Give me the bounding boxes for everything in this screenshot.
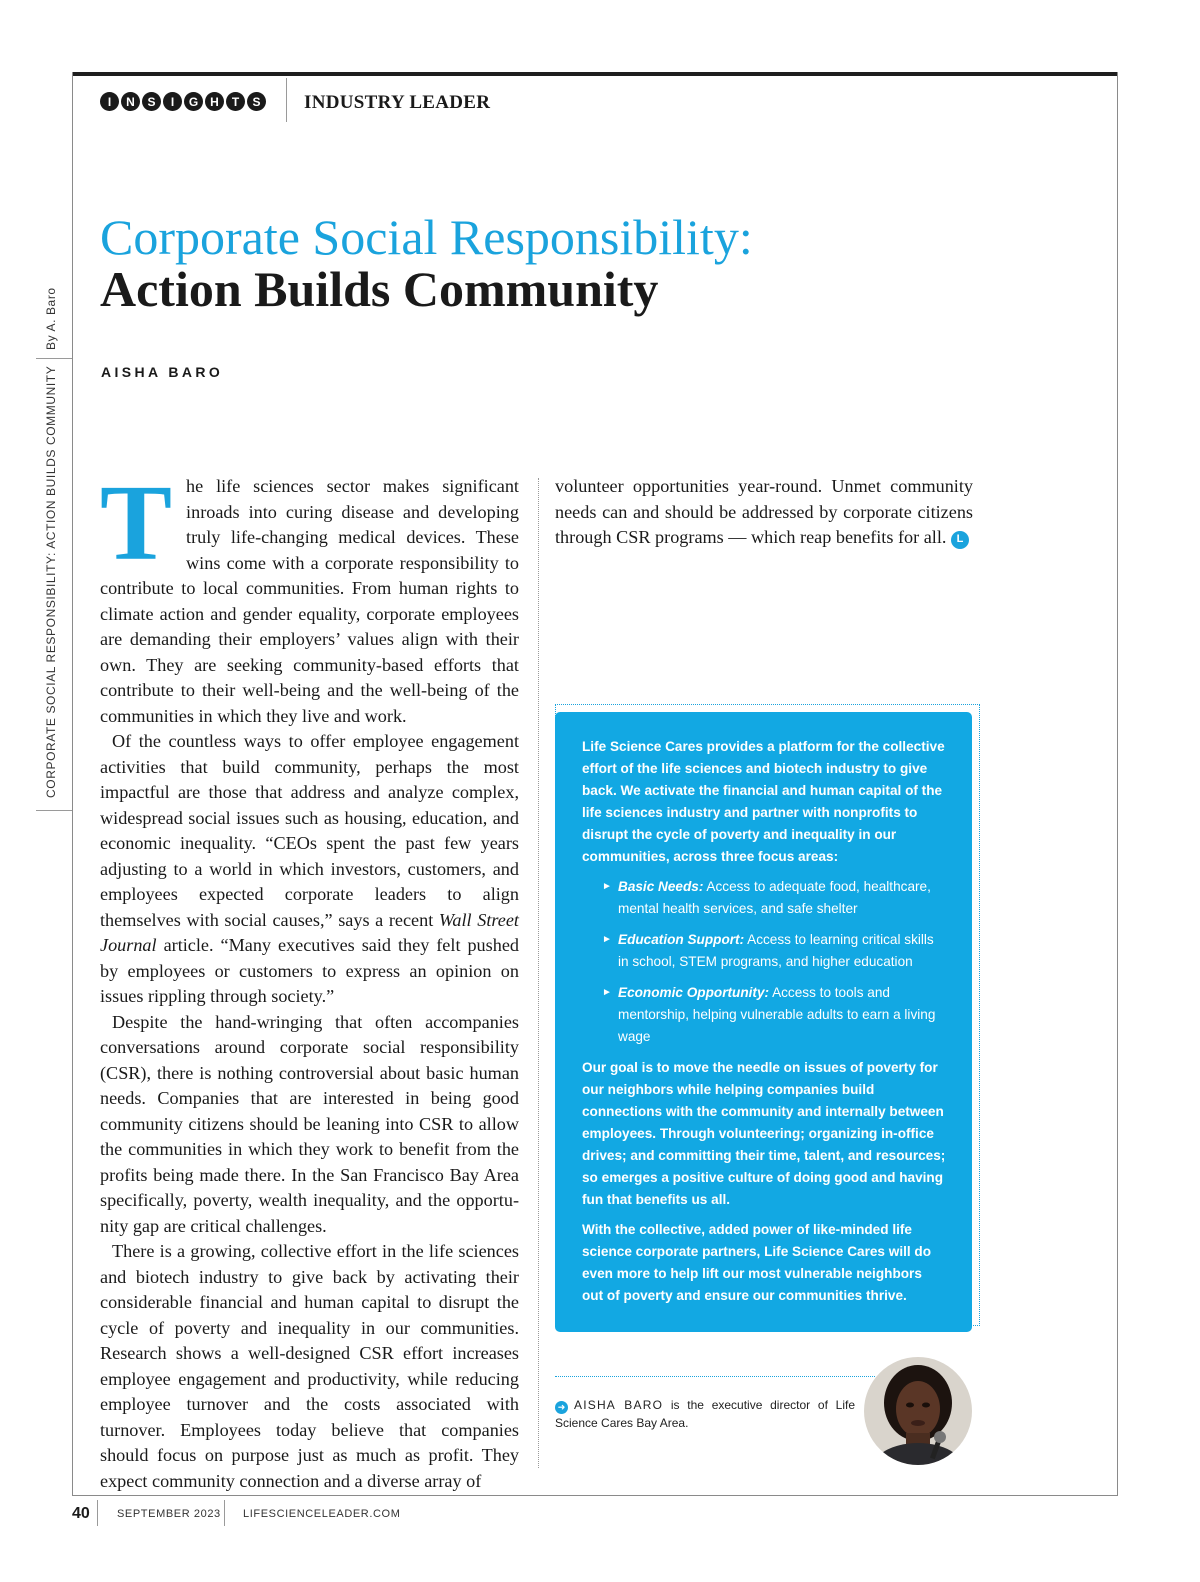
kicker-letter: S xyxy=(142,92,161,111)
page-number: 40 xyxy=(72,1505,90,1522)
paragraph: There is a growing, collective effort in the life sciences and biotech industry to give back by activating their considerable financial and human capital to disrupt the cycle of poverty and inequality in our communities. Research shows a well-designed CSR effort increases employee engagement and productivity, while reducing employee turnover and the costs associated with turnover. Employees today believe that companies should focus on purpose just as much as profit. They expect community connection and a diverse array of xyxy=(100,1241,519,1491)
sidebar-byline: By A. Baro xyxy=(44,287,58,350)
issue-date: SEPTEMBER 2023 xyxy=(117,1508,221,1520)
kicker-letter: N xyxy=(121,92,140,111)
box-goal: Our goal is to move the needle on issues of poverty for our neighbors while helping companies build connections with the community and internally between employees. Through volunteering; organizing in-office drives; and committing their time, talent, and resources; so emerges a positive culture of doing good and having fun that benefits us all. xyxy=(582,1060,946,1207)
article-subtitle: Action Builds Community xyxy=(100,261,659,317)
focus-areas-list xyxy=(582,876,946,1048)
section-label: INDUSTRY LEADER xyxy=(304,92,491,113)
paragraph-continued: volunteer opportunities year-round. Unmet community needs can and should be addressed by corporate citizens through CSR programs — which reap benefits for all. L xyxy=(555,476,973,547)
column-divider xyxy=(538,478,539,1468)
sidebar-running-title: CORPORATE SOCIAL RESPONSIBILITY: ACTION BUILDS COMMUNITY xyxy=(44,365,58,798)
kicker-letter: H xyxy=(205,92,224,111)
author-bio: ➜ AISHA BARO is the executive director of Life Science Cares Bay Area. xyxy=(555,1398,855,1430)
kicker-letter: I xyxy=(100,92,119,111)
life-science-cares-box xyxy=(555,712,972,1332)
website-url: LIFESCIENCELEADER.COM xyxy=(243,1508,401,1520)
paragraph: The life sciences sector makes significant inroads into curing disease and developing truly life-changing medical devices. These wins come with a corporate responsibility to contribute to local communities. From human rights to climate action and gender equality, corporate employees are demanding their employers’ values align with their own. They are seeking community-based efforts that contribute to their well-being and the well-being of the communities in which they live and work. xyxy=(100,464,519,726)
bullet-arrow-icon: ► xyxy=(602,934,612,945)
bullet-arrow-icon: ► xyxy=(602,987,612,998)
list-item: ► Basic Needs: Access to adequate food, healthcare, mental health services, and safe shelter xyxy=(602,876,946,920)
kicker-letter: S xyxy=(247,92,266,111)
author-byline: AISHA BARO xyxy=(101,364,224,380)
article-column-right xyxy=(555,474,973,551)
arrow-right-icon: ➜ xyxy=(555,1401,568,1414)
list-item: ► Economic Opportunity: Access to tools and mentorship, helping vulnerable adults to earn a living wage xyxy=(602,982,946,1048)
bullet-arrow-icon: ► xyxy=(602,881,612,892)
insights-kicker xyxy=(100,92,266,111)
drop-cap: T xyxy=(100,464,173,583)
header-divider xyxy=(286,78,287,122)
kicker-letter: T xyxy=(226,92,245,111)
paragraph: Despite the hand-wringing that often accompanies conversations around corporate social responsibility (CSR), there is nothing controversial about basic human needs. Companies that are interested in being good community citizens should be leaning into CSR to allow the communities in which they work to benefit from the profits being made there. In the San Francisco Bay Area specifically, poverty, wealth inequality, and the opportunity gap are critical challenges. xyxy=(100,1011,519,1236)
bio-divider xyxy=(555,1376,875,1377)
kicker-letter: I xyxy=(163,92,182,111)
page-footer xyxy=(0,1500,1200,1530)
box-intro: Life Science Cares provides a platform for the collective effort of the life sciences and biotech industry to give back. We activate the financial and human capital of the life sciences industry and partner with nonprofits to disrupt the cycle of poverty and inequality in our communities, across three focus areas: xyxy=(582,739,945,864)
footer-divider xyxy=(97,1500,98,1526)
kicker-letter: G xyxy=(184,92,203,111)
end-of-article-mark: L xyxy=(951,531,969,549)
paragraph: Of the countless ways to offer employee engagement activities that build community, perhaps the most impactful are those that address and analyze complex, widespread social issues such as housing, education, and economic inequality. “CEOs spent the past few years adjusting to a world in which investors, customers, and employees expected corporate leaders to align themselves with social causes,” says a recent Wall Street Journal article. “Many executives said they felt pushed by employees or customers to express an opinion on issues rippling through society.” xyxy=(100,731,519,1006)
list-item: ► Education Support: Access to learning critical skills in school, STEM programs, and higher education xyxy=(602,929,946,973)
author-photo xyxy=(864,1357,972,1465)
publication-name: Wall Street Journal xyxy=(100,909,519,955)
box-closing: With the collective, added power of like-minded life science corporate partners, Life Science Cares will do even more to help lift our most vulnerable neighbors out of poverty and ensure our communities thrive. xyxy=(582,1222,932,1303)
article-title: Corporate Social Responsibility: xyxy=(100,209,753,265)
article-column-left xyxy=(100,464,519,1500)
sidebar-divider xyxy=(36,358,72,359)
sidebar-divider xyxy=(36,810,72,811)
footer-divider xyxy=(224,1500,225,1526)
